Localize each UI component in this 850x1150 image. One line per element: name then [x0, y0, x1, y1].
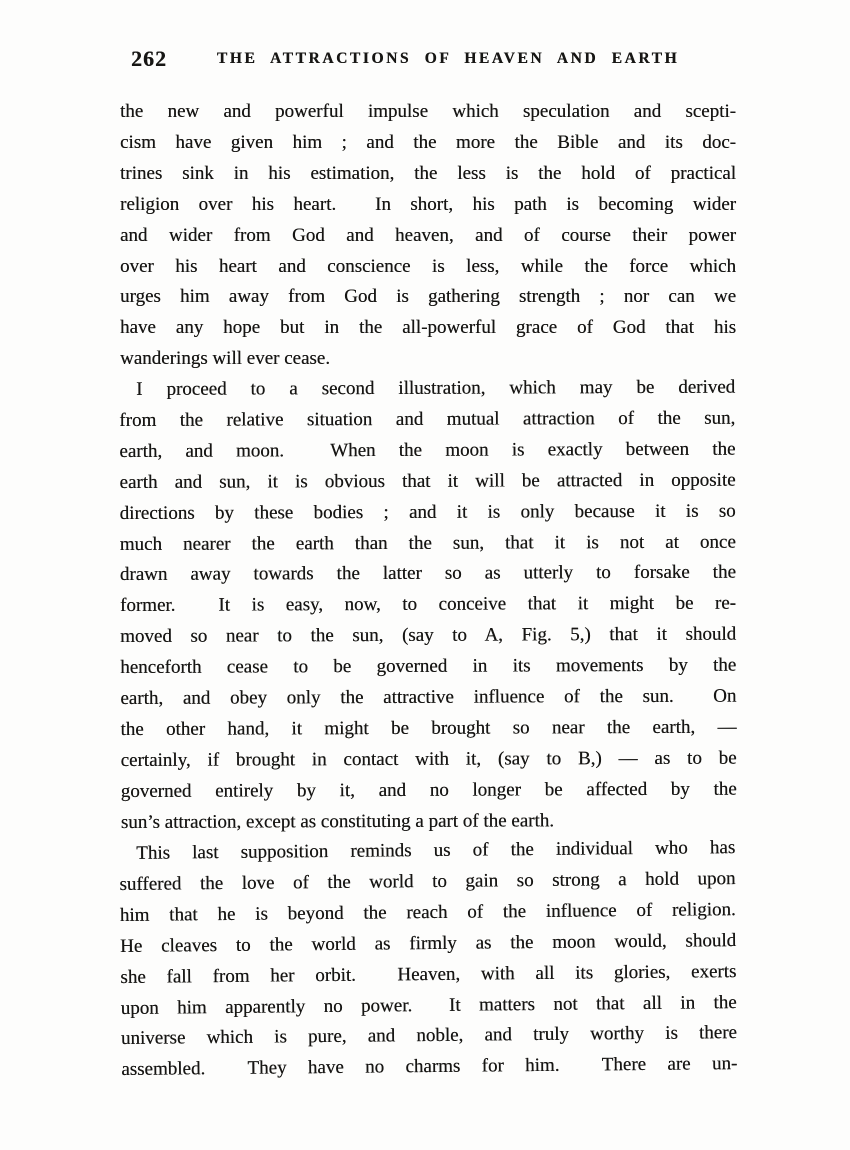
text-line: the new and powerful impulse which speculation and scepti-: [120, 101, 736, 122]
text-line: upon him apparently no power. It matters not that all in the: [120, 991, 737, 1019]
text-line: wanderings will ever cease.: [120, 348, 330, 370]
text-line: have any hope but in the all-powerful grace of God that his: [120, 317, 736, 339]
text-line: This last supposition reminds us of the individual who has: [136, 836, 736, 864]
text-line: the other hand, it might be brought so near the earth, —: [120, 716, 737, 741]
page-number: 262: [131, 46, 167, 71]
text-line: governed entirely by it, and no longer be affected by the: [120, 778, 737, 802]
text-line: drawn away towards the latter so as utterly to forsake the: [119, 562, 736, 586]
text-line: former. It is easy, now, to conceive that it might be re-: [119, 593, 737, 617]
text-line: assembled. They have no charms for him. There are un-: [121, 1053, 738, 1081]
text-line: universe which is pure, and noble, and truly worthy is there: [120, 1022, 738, 1050]
text-line: from the relative situation and mutual attraction of the sun,: [119, 407, 736, 432]
text-line: earth and sun, it is obvious that it will be attracted in opposite: [119, 469, 736, 493]
running-header: [120, 46, 736, 74]
text-line: henceforth cease to be governed in its movements by the: [120, 654, 737, 679]
paragraph: [119, 833, 737, 1086]
text-line: and wider from God and heaven, and of course their power: [120, 224, 736, 246]
running-head-title: THE ATTRACTIONS OF HEAVEN AND EARTH: [216, 50, 680, 67]
paragraph: [120, 97, 736, 375]
text-line: directions by these bodies ; and it is only because it is so: [119, 500, 736, 524]
text-line: urges him away from God is gathering strength ; nor can we: [120, 286, 736, 308]
text-line: him that he is beyond the reach of the influence of religion.: [119, 898, 736, 926]
text-line: sun’s attraction, except as constituting a part of the earth.: [120, 810, 555, 833]
text-line: much nearer the earth than the sun, that it is not at once: [119, 531, 736, 555]
text-line: religion over his heart. In short, his path is becoming wider: [120, 193, 736, 215]
text-line: she fall from her orbit. Heaven, with all its glories, exerts: [120, 960, 737, 988]
text-line: earth, and moon. When the moon is exactly between the: [119, 438, 736, 462]
text-line: cism have given him ; and the more the Bible and its doc-: [120, 131, 736, 153]
paragraph: [119, 373, 737, 839]
page-body: [120, 97, 736, 1086]
text-line: I proceed to a second illustration, which may be derived: [136, 376, 736, 401]
text-line: over his heart and conscience is less, while the force which: [120, 255, 736, 277]
text-line: earth, and obey only the attractive influence of the sun. On: [120, 685, 737, 710]
text-line: moved so near to the sun, (say to A, Fig. 5,) that it should: [120, 624, 737, 648]
text-line: certainly, if brought in contact with it, (say to B,) — as to be: [120, 747, 737, 772]
text-line: He cleaves to the world as firmly as the moon would, should: [119, 929, 737, 957]
text-line: trines sink in his estimation, the less is the hold of practical: [120, 162, 736, 184]
text-line: suffered the love of the world to gain so strong a hold upon: [119, 867, 736, 895]
